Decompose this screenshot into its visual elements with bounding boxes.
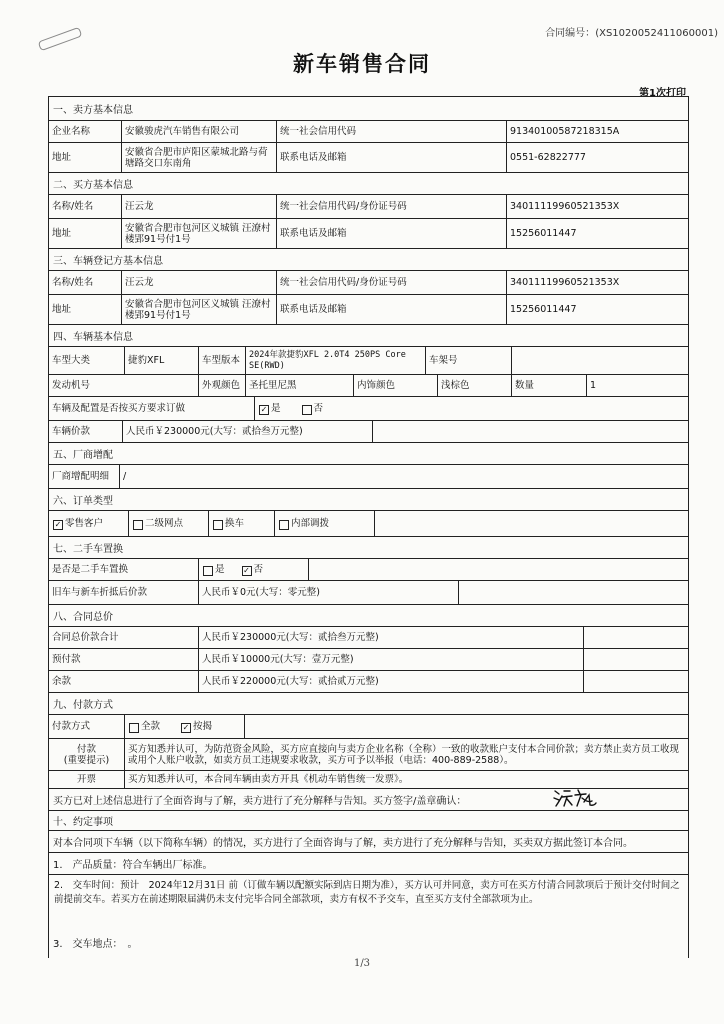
vehicle-version[interactable]: 2024年款捷豹XFL 2.0T4 250PS Core SE(RWD): [246, 347, 426, 374]
registrant-name-row: 名称/姓名 汪云龙 统一社会信用代码/身份证号码 34011119960521353X: [49, 271, 688, 295]
deposit-amount[interactable]: 人民币￥10000元(大写：壹万元整): [199, 649, 584, 670]
deposit-row: 预付款 人民币￥10000元(大写：壹万元整): [49, 649, 688, 671]
vehicle-price[interactable]: 人民币￥230000元(大写：贰拾叁万元整): [123, 421, 373, 442]
signature-mark: [552, 786, 614, 808]
contract-number: 合同编号：(XS1020052411060001): [545, 28, 718, 39]
buyer-signature: [552, 786, 614, 812]
total-price[interactable]: 人民币￥230000元(大写：贰拾叁万元整): [199, 627, 584, 648]
section-header-maker: 五、厂商增配: [49, 443, 688, 465]
tradein-no-checkbox[interactable]: ✓: [243, 565, 250, 575]
exterior-color[interactable]: 圣托里尼黑: [246, 375, 354, 396]
term-item-3: 3. 交车地点： 。: [53, 938, 138, 950]
vehicle-model-row: 车型大类 捷豹XFL 车型版本 2024年款捷豹XFL 2.0T4 250PS Core SE(RWD) 车架号: [49, 347, 688, 375]
registrant-contact[interactable]: 15256011447: [510, 304, 577, 315]
buyer-address-row: 地址 安徽省合肥市包河区义城镇 汪潦村 楼郢91号付1号 联系电话及邮箱 15256011447: [49, 219, 688, 249]
tradein-question-row: 是否是二手车置换 是 ✓ 否: [49, 559, 688, 581]
balance-row: 余款 人民币￥220000元(大写：贰拾贰万元整): [49, 671, 688, 693]
section-header-registrant: 三、车辆登记方基本信息: [49, 249, 688, 271]
page-number: 1/3: [353, 958, 371, 969]
invoice-row: 开票 买方知悉并认可，本合同车辆由卖方开具《机动车销售统一发票》。: [49, 771, 688, 789]
vehicle-model[interactable]: 捷豹XFL: [125, 347, 199, 374]
balance-amount[interactable]: 人民币￥220000元(大写：贰拾贰万元整): [199, 671, 584, 692]
page-title: 新车销售合同: [293, 52, 431, 76]
buyer-confirmation-row: 买方已对上述信息进行了全面咨询与了解，卖方进行了充分解释与告知。买方签字/盖章确认：: [49, 789, 688, 811]
payment-method-row: 付款方式 全款 ✓ 按揭: [49, 715, 688, 739]
vehicle-custom-row: 车辆及配置是否按买方要求订做 ✓ 是 否: [49, 397, 688, 421]
full-payment-checkbox[interactable]: [129, 723, 139, 733]
registrant-address[interactable]: 安徽省合肥市包河区义城镇 汪潦村 楼郢91号付1号: [122, 295, 277, 324]
registrant-address-row: 地址 安徽省合肥市包河区义城镇 汪潦村 楼郢91号付1号 联系电话及邮箱 15256011447: [49, 295, 688, 325]
buyer-name[interactable]: 汪云龙: [122, 195, 277, 218]
section-header-price: 八、合同总价: [49, 605, 688, 627]
exchange-checkbox[interactable]: [213, 520, 223, 530]
section-header-payment: 九、付款方式: [49, 693, 688, 715]
buyer-id[interactable]: 34011119960521353X: [510, 201, 620, 212]
tradein-value[interactable]: 人民币￥0元(大写：零元整): [199, 581, 459, 604]
seller-contact[interactable]: 0551-62822777: [510, 152, 586, 163]
custom-no-checkbox[interactable]: [302, 405, 312, 415]
vehicle-quantity[interactable]: 1: [590, 380, 597, 391]
vehicle-engine-row: 发动机号 外观颜色 圣托里尼黑 内饰颜色 浅棕色 数量 1: [49, 375, 688, 397]
custom-order-options: ✓ 是 否: [260, 403, 324, 414]
internal-transfer-checkbox[interactable]: [279, 520, 289, 530]
section-header-buyer: 二、买方基本信息: [49, 173, 688, 195]
section-header-order-type: 六、订单类型: [49, 489, 688, 511]
section-header-terms: 十、约定事项: [49, 811, 688, 831]
section-header-tradein: 七、二手车置换: [49, 537, 688, 559]
contract-form: [48, 96, 689, 958]
seller-credit-code[interactable]: 91340100587218315A: [510, 126, 620, 137]
tradein-yes-checkbox[interactable]: [203, 566, 213, 576]
print-count: 第1次打印: [639, 88, 686, 99]
seller-address-row: 地址 安徽省合肥市庐阳区蒙城北路与荷塘路交口东南角 联系电话及邮箱 0551-62822777: [49, 143, 688, 173]
invoice-notice: 买方知悉并认可，本合同车辆由卖方开具《机动车销售统一发票》。: [128, 774, 409, 785]
payment-notice-row: 付款 (重要提示) 买方知悉并认可，为防范资金风险，买方应直接向与卖方企业名称（全称）一致的收款账户支付本合同价款；卖方禁止卖方员工收现或用个人账户收款，如卖方员工违规要求收款，买方可予以举报（电话：400-889-2588）。: [49, 739, 688, 771]
section-header-seller: 一、卖方基本信息: [49, 97, 688, 121]
buyer-address[interactable]: 安徽省合肥市包河区义城镇 汪潦村 楼郢91号付1号: [122, 219, 277, 248]
payment-notice: 买方知悉并认可，为防范资金风险，买方应直接向与卖方企业名称（全称）一致的收款账户支付本合同价款；卖方禁止卖方员工收现或用个人账户收款，如卖方员工违规要求收款，买方可予以举报（电话：400-889-2588）。: [128, 743, 680, 766]
vehicle-price-row: 车辆价款 人民币￥230000元(大写：贰拾叁万元整): [49, 421, 688, 443]
retail-checkbox[interactable]: ✓: [54, 519, 62, 529]
custom-yes-checkbox[interactable]: ✓: [260, 404, 268, 414]
buyer-contact[interactable]: 15256011447: [510, 228, 577, 239]
total-price-row: 合同总价款合计 人民币￥230000元(大写：贰拾叁万元整): [49, 627, 688, 649]
mortgage-checkbox[interactable]: ✓: [182, 722, 190, 732]
seller-address[interactable]: 安徽省合肥市庐阳区蒙城北路与荷塘路交口东南角: [122, 143, 277, 172]
registrant-name[interactable]: 汪云龙: [122, 271, 277, 294]
terms-intro-row: 对本合同项下车辆（以下简称车辆）的情况，买方进行了全面咨询与了解，卖方进行了充分解释与告知，买卖双方据此签订本合同。: [49, 831, 688, 853]
term-item-1: 1. 产品质量：符合车辆出厂标准。: [49, 853, 688, 875]
registrant-id[interactable]: 34011119960521353X: [510, 277, 620, 288]
section-header-vehicle: 四、车辆基本信息: [49, 325, 688, 347]
term-item-2: 2. 交车时间：预计 2024年12月31日 前（订做车辆以配额实际到店日期为准），买方认可并同意，卖方可在买方付清合同款项后于预计交付时间之前提前交车。若买方在前述期限届满仍未支付完毕合同全部款项，卖方有权不予交车，直至买方支付全部款项为止。: [54, 880, 680, 905]
maker-detail[interactable]: /: [123, 471, 127, 482]
buyer-name-row: 名称/姓名 汪云龙 统一社会信用代码/身份证号码 34011119960521353X: [49, 195, 688, 219]
seller-name-row: 企业名称 安徽骏虎汽车销售有限公司 统一社会信用代码 91340100587218315A: [49, 121, 688, 143]
seller-name[interactable]: 安徽骏虎汽车销售有限公司: [122, 121, 277, 142]
interior-color[interactable]: 浅棕色: [438, 375, 512, 396]
order-type-row: ✓ 零售客户 二级网点 换车 内部调拨: [49, 511, 688, 537]
tradein-value-row: 旧车与新车折抵后价款 人民币￥0元(大写：零元整): [49, 581, 688, 605]
maker-detail-row: 厂商增配明细 /: [49, 465, 688, 489]
vehicle-vin[interactable]: [512, 347, 688, 374]
secondary-dealer-checkbox[interactable]: [133, 520, 143, 530]
